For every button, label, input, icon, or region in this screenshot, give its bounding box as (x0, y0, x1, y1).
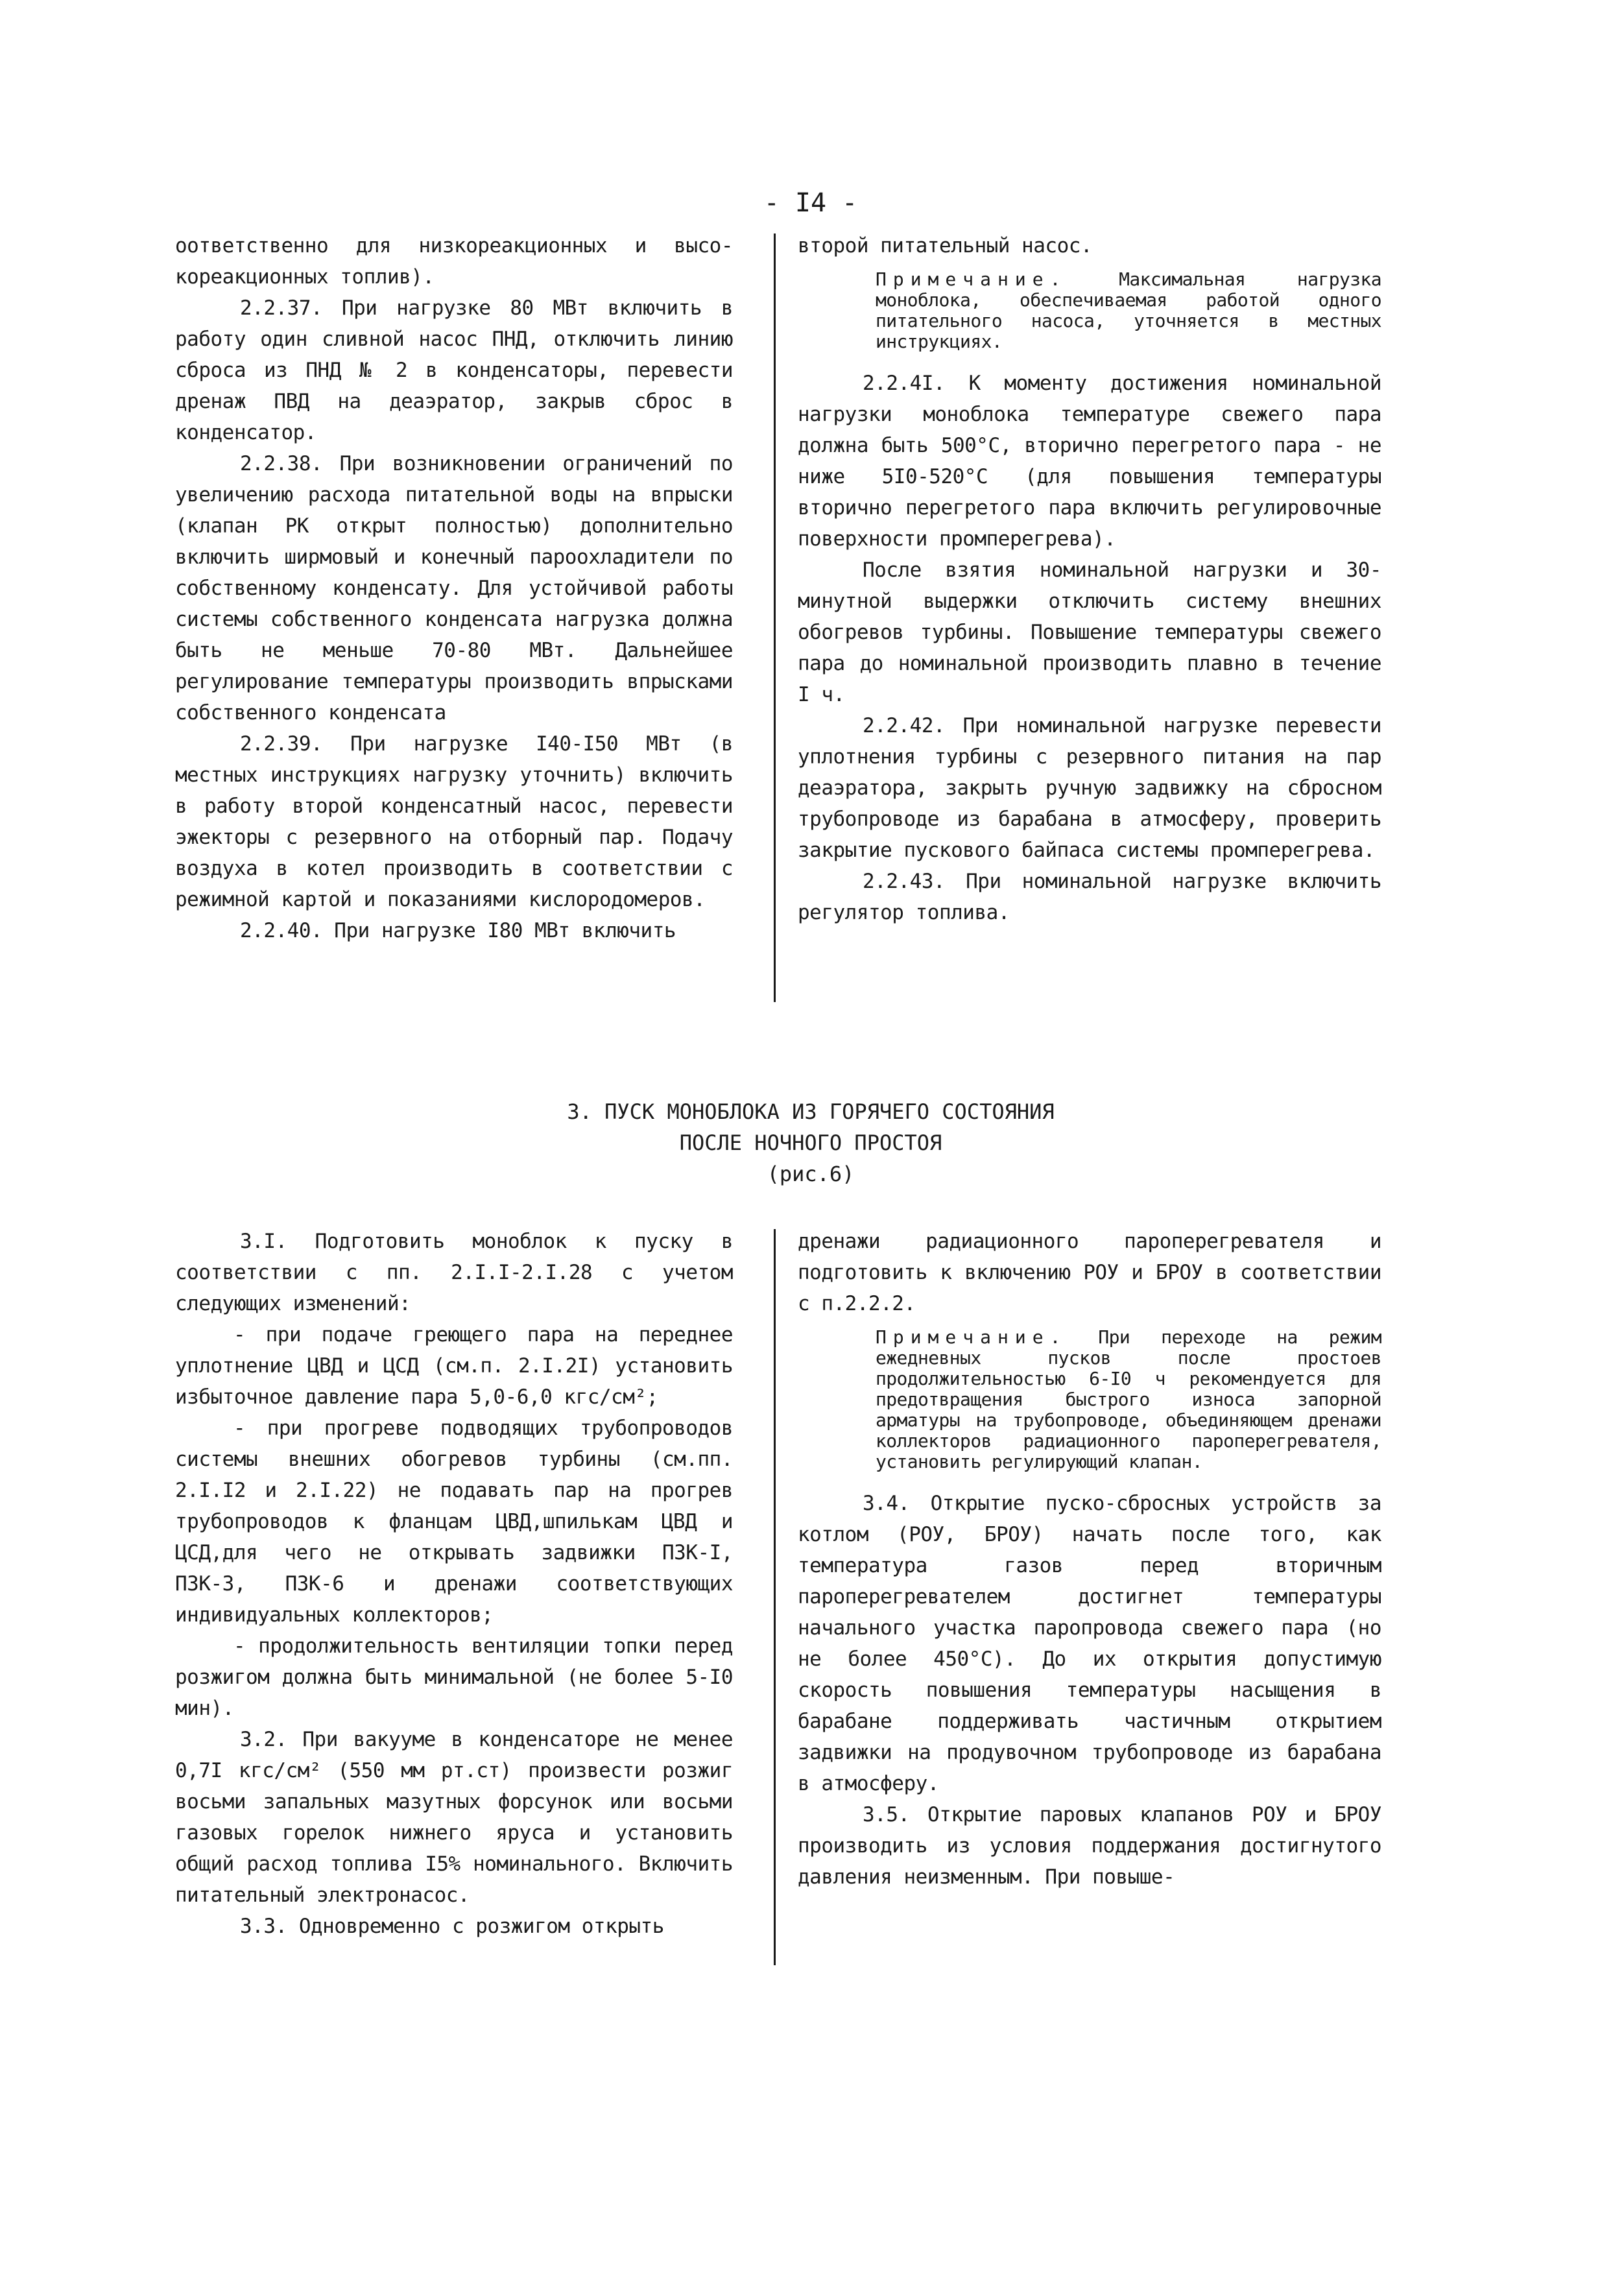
paragraph: второй питательный насос. (798, 234, 1093, 257)
paragraph-3-2: 3.2. При вакууме в конденсаторе не менее 0,7I кгс/см² (550 мм рт.ст) произвести розжиг восьми запальных мазутных форсунок или восьми газовых горелок нижнего яруса и установить общий расход топлива I5% номинального. Включить питательный электронасос. (175, 1728, 733, 1907)
list-item: - продолжительность вентиляции топки перед розжигом должна быть минимальной (не более 5-I0 мин). (175, 1634, 733, 1720)
note-label: Примечание. (876, 1326, 1068, 1348)
column-top-left (175, 230, 733, 946)
column-top-right (798, 230, 1381, 928)
paragraph-2-2-40: 2.2.40. При нагрузке I80 МВт включить (240, 919, 676, 942)
paragraph: оответственно для низкореакционных и высо-кореакционных топлив). (175, 234, 733, 289)
note (876, 1327, 1381, 1472)
paragraph-3-3: 3.3. Одновременно с розжигом открыть (240, 1915, 664, 1938)
paragraph-2-2-38: 2.2.38. При возникновении ограничений по увеличению расхода питательной воды на впрыски (клапан РК открыт полностью) дополнительно включить ширмовый и конечный пароохладители по собственному конденсату. Для устойчивой работы системы собственного конденсата нагрузка должна быть не меньше 70-80 МВт. Дальнейшее регулирование температуры производить впрысками собственного конденсата (175, 452, 733, 724)
section-title: 3. ПУСК МОНОБЛОКА ИЗ ГОРЯЧЕГО СОСТОЯНИЯ (567, 1099, 1055, 1124)
page-number: - I4 - (763, 188, 858, 218)
section-subtitle: ПОСЛЕ НОЧНОГО ПРОСТОЯ (679, 1131, 942, 1155)
column-divider (774, 1229, 776, 1965)
figure-reference: (рис.6) (767, 1162, 855, 1186)
section-heading (389, 1096, 1232, 1190)
note-text: Максимальная нагрузка моноблока, обеспечиваемая работой одного питательного насоса, уточняется в местных инструкциях. (876, 269, 1381, 352)
list-item: - при подаче греющего пара на переднее уплотнение ЦВД и ЦСД (см.п. 2.I.2I) установить избыточное давление пара 5,0-6,0 кгс/см²; (175, 1323, 733, 1409)
paragraph-3-4: 3.4. Открытие пуско-сбросных устройств за котлом (РОУ, БРОУ) начать после того, как температура газов перед вторичным пароперегревателем достигнет температуры начального участка паропровода свежего пара (но не более 450°С). До их открытия допустимую скорость повышения температуры насыщения в барабане поддерживать частичным открытием задвижки на продувочном трубопроводе из барабана в атмосферу. (798, 1492, 1381, 1795)
paragraph-2-2-39: 2.2.39. При нагрузке I40-I50 МВт (в местных инструкциях нагрузку уточнить) включить в работу второй конденсатный насос, перевести эжекторы с резервного на отборный пар. Подачу воздуха в котел производить в соответствии с режимной картой и показаниями кислородомеров. (175, 732, 733, 911)
paragraph: После взятия номинальной нагрузки и 30-минутной выдержки отключить систему внешних обогревов турбины. Повышение температуры свежего пара до номинальной производить плавно в течение I ч. (798, 558, 1381, 706)
list-item: - при прогреве подводящих трубопроводов системы внешних обогревов турбины (см.пп. 2.I.I2 и 2.I.22) не подавать пар на прогрев трубопроводов к фланцам ЦВД,шпилькам ЦВД и ЦСД,для чего не открывать задвижки ПЗК-I, ПЗК-3, ПЗК-6 и дренажи соответствующих индивидуальных коллекторов; (175, 1417, 733, 1627)
note-label: Примечание. (876, 269, 1068, 290)
paragraph-2-2-42: 2.2.42. При номинальной нагрузке перевести уплотнения турбины с резервного питания на пар деаэратора, закрыть ручную задвижку на сбросном трубопроводе из барабана в атмосферу, проверить закрытие пускового байпаса системы промперегрева. (798, 714, 1381, 862)
column-divider (774, 233, 776, 1002)
column-bottom-right (798, 1226, 1381, 1893)
paragraph-2-2-41: 2.2.4I. К моменту достижения номинальной нагрузки моноблока температуре свежего пара должна быть 500°С, вторично перегретого пара - не ниже 5I0-520°С (для повышения температуры вторично перегретого пара включить регулировочные поверхности промперегрева). (798, 372, 1381, 551)
column-bottom-left (175, 1226, 733, 1942)
paragraph: дренажи радиационного пароперегревателя и подготовить к включению РОУ и БРОУ в соответствии с п.2.2.2. (798, 1230, 1381, 1315)
note-text: При переходе на режим ежедневных пусков после простоев продолжительностью 6-I0 ч рекомендуется для предотвращения быстрого износа запорной арматуры на трубопроводе, объединяющем дренажи коллекторов радиационного пароперегревателя, установить регулирующий клапан. (876, 1326, 1381, 1472)
paragraph-3-1: 3.I. Подготовить моноблок к пуску в соответствии с пп. 2.I.I-2.I.28 с учетом следующих изменений: (175, 1230, 733, 1315)
paragraph-2-2-43: 2.2.43. При номинальной нагрузке включить регулятор топлива. (798, 870, 1381, 924)
paragraph-2-2-37: 2.2.37. При нагрузке 80 МВт включить в работу один сливной насос ПНД, отключить линию сброса из ПНД № 2 в конденсаторы, перевести дренаж ПВД на деаэратор, закрыв сброс в конденсатор. (175, 296, 733, 444)
note (876, 269, 1381, 352)
paragraph-3-5: 3.5. Открытие паровых клапанов РОУ и БРОУ производить из условия поддержания достигнутого давления неизменным. При повыше- (798, 1803, 1381, 1889)
